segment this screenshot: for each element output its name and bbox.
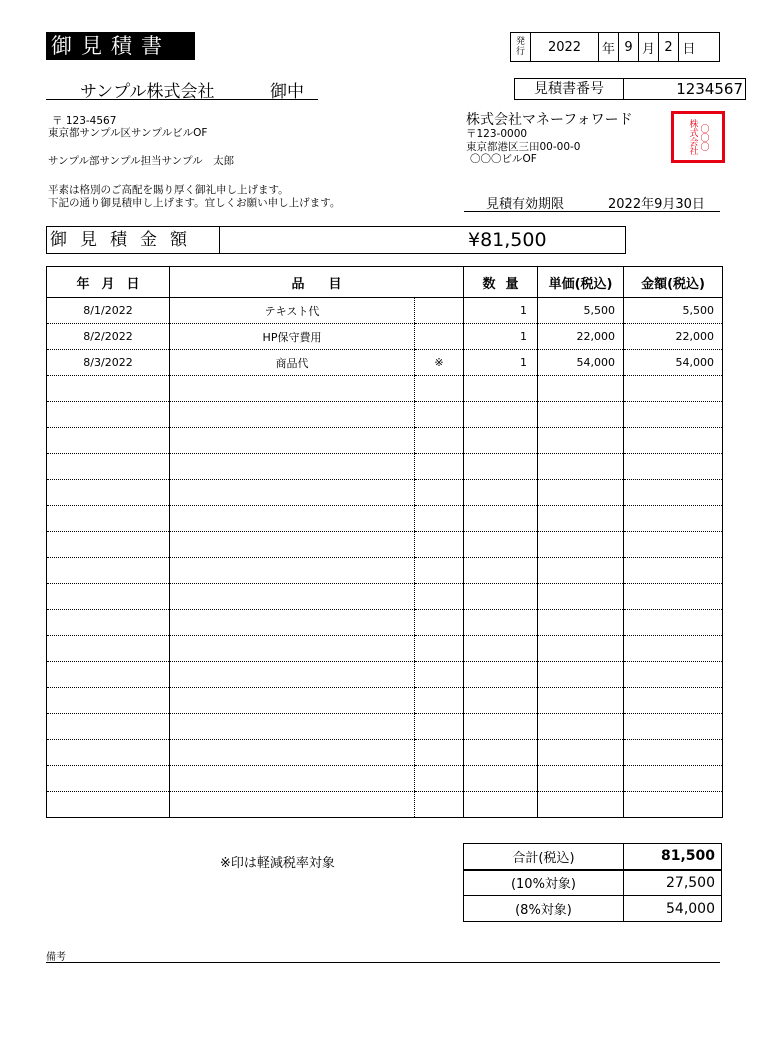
- empty-cell: [170, 766, 415, 792]
- estimate-total-value: ¥81,500: [468, 229, 547, 251]
- customer-line: [46, 75, 318, 100]
- empty-cell: [170, 376, 415, 402]
- empty-table-row: [47, 428, 723, 454]
- summary-total-label: 合計(税込): [464, 844, 624, 870]
- estimate-total-label: 御見積金額: [47, 227, 220, 253]
- empty-cell: [624, 506, 723, 532]
- estimate-number-label: 見積書番号: [515, 79, 624, 99]
- empty-cell: [47, 792, 170, 818]
- empty-cell: [170, 610, 415, 636]
- empty-cell: [538, 740, 624, 766]
- customer-honorific: 御中: [270, 82, 304, 102]
- empty-table-row: [47, 558, 723, 584]
- issuer-postal: 〒123-0000: [466, 128, 528, 140]
- empty-table-row: [47, 376, 723, 402]
- empty-cell: [464, 532, 538, 558]
- greeting-line-2: 下記の通り御見積申し上げます。宜しくお願い申し上げます。: [48, 197, 341, 209]
- issue-date-box: [510, 32, 720, 62]
- row-item: HP保守費用: [170, 324, 415, 350]
- row-date: 8/1/2022: [47, 298, 170, 324]
- header-item: 品目: [170, 267, 464, 298]
- row-item: 商品代: [170, 350, 415, 376]
- empty-cell: [170, 740, 415, 766]
- issue-month-unit: 月: [639, 33, 659, 61]
- empty-table-row: [47, 792, 723, 818]
- document-title: 御見積書: [46, 32, 195, 60]
- empty-cell: [170, 506, 415, 532]
- empty-table-row: [47, 532, 723, 558]
- empty-cell: [170, 454, 415, 480]
- row-item: テキスト代: [170, 298, 415, 324]
- empty-cell: [415, 662, 464, 688]
- empty-cell: [415, 402, 464, 428]
- issuer-address: 東京都港区三田00-00-0: [466, 141, 581, 153]
- issue-label-bottom: 行: [515, 47, 525, 57]
- row-date: 8/2/2022: [47, 324, 170, 350]
- empty-cell: [624, 662, 723, 688]
- empty-cell: [415, 636, 464, 662]
- empty-cell: [538, 558, 624, 584]
- table-row: [47, 350, 723, 376]
- summary-total-row: [464, 844, 722, 870]
- empty-cell: [464, 766, 538, 792]
- empty-cell: [464, 662, 538, 688]
- table-row: [47, 298, 723, 324]
- empty-cell: [47, 428, 170, 454]
- issuer-name: 株式会社マネーフォワード: [466, 112, 633, 128]
- empty-cell: [415, 766, 464, 792]
- empty-cell: [624, 688, 723, 714]
- empty-cell: [47, 506, 170, 532]
- issue-year-unit: 年: [599, 33, 619, 61]
- issue-month: 9: [619, 33, 639, 61]
- empty-table-row: [47, 740, 723, 766]
- empty-table-row: [47, 506, 723, 532]
- row-quantity: 1: [464, 298, 538, 324]
- empty-cell: [538, 792, 624, 818]
- summary-ten-row: [464, 870, 722, 896]
- empty-cell: [47, 480, 170, 506]
- empty-cell: [47, 532, 170, 558]
- empty-table-row: [47, 402, 723, 428]
- estimate-number-value: 1234567: [676, 80, 743, 98]
- empty-cell: [47, 376, 170, 402]
- row-unit-price: 22,000: [538, 324, 624, 350]
- items-table: [46, 266, 723, 818]
- validity-line: [464, 193, 720, 212]
- empty-table-row: [47, 714, 723, 740]
- empty-cell: [170, 402, 415, 428]
- empty-cell: [538, 636, 624, 662]
- empty-cell: [415, 792, 464, 818]
- validity-value: 2022年9月30日: [608, 197, 705, 212]
- empty-cell: [47, 402, 170, 428]
- empty-cell: [464, 636, 538, 662]
- empty-table-row: [47, 480, 723, 506]
- empty-cell: [170, 636, 415, 662]
- empty-cell: [538, 480, 624, 506]
- estimate-total-box: [46, 226, 626, 254]
- empty-cell: [170, 688, 415, 714]
- summary-ten-value: 27,500: [624, 870, 722, 896]
- summary-eight-value: 54,000: [624, 896, 722, 922]
- row-quantity: 1: [464, 350, 538, 376]
- header-amount: 金額(税込): [624, 267, 723, 298]
- row-amount: 54,000: [624, 350, 723, 376]
- empty-cell: [47, 662, 170, 688]
- empty-cell: [415, 558, 464, 584]
- empty-cell: [624, 558, 723, 584]
- empty-cell: [170, 792, 415, 818]
- issue-day-unit: 日: [682, 41, 696, 57]
- empty-cell: [415, 610, 464, 636]
- empty-cell: [415, 506, 464, 532]
- summary-table: [463, 843, 722, 922]
- empty-cell: [464, 428, 538, 454]
- stamp-text-name: 〇〇〇: [698, 123, 709, 151]
- empty-table-row: [47, 610, 723, 636]
- estimate-number-box: [514, 78, 746, 100]
- empty-cell: [538, 688, 624, 714]
- empty-table-row: [47, 766, 723, 792]
- empty-cell: [47, 740, 170, 766]
- empty-cell: [624, 402, 723, 428]
- row-date: 8/3/2022: [47, 350, 170, 376]
- empty-cell: [538, 610, 624, 636]
- row-reduced-mark: ※: [415, 350, 464, 376]
- row-unit-price: 5,500: [538, 298, 624, 324]
- empty-cell: [624, 740, 723, 766]
- empty-cell: [170, 428, 415, 454]
- recipient-address: 東京都サンプル区サンプルビルOF: [48, 127, 208, 139]
- summary-total-value: 81,500: [624, 844, 722, 870]
- empty-cell: [624, 480, 723, 506]
- summary-eight-label: (8%対象): [464, 896, 624, 922]
- empty-cell: [624, 454, 723, 480]
- empty-cell: [538, 454, 624, 480]
- empty-cell: [415, 376, 464, 402]
- greeting-line-1: 平素は格別のご高配を賜り厚く御礼申し上げます。: [48, 184, 289, 196]
- empty-cell: [464, 454, 538, 480]
- empty-cell: [464, 792, 538, 818]
- empty-cell: [624, 584, 723, 610]
- recipient-postal: 〒 123-4567: [52, 115, 117, 127]
- issue-date-label: [511, 33, 531, 61]
- empty-cell: [624, 532, 723, 558]
- recipient-contact: サンプル部サンプル担当サンプル 太郎: [48, 155, 235, 167]
- empty-cell: [170, 558, 415, 584]
- issue-day: 2: [659, 33, 679, 61]
- empty-table-row: [47, 584, 723, 610]
- empty-cell: [170, 480, 415, 506]
- empty-cell: [464, 402, 538, 428]
- row-unit-price: 54,000: [538, 350, 624, 376]
- empty-table-row: [47, 454, 723, 480]
- empty-cell: [624, 610, 723, 636]
- row-reduced-mark: [415, 298, 464, 324]
- issuer-building: 〇〇〇ビルOF: [470, 153, 537, 165]
- summary-eight-row: [464, 896, 722, 922]
- stamp-text-company: 株式会社: [687, 119, 698, 155]
- customer-name: サンプル株式会社: [80, 82, 215, 102]
- empty-cell: [47, 454, 170, 480]
- empty-cell: [47, 610, 170, 636]
- empty-cell: [47, 558, 170, 584]
- empty-cell: [624, 376, 723, 402]
- empty-cell: [624, 428, 723, 454]
- empty-cell: [464, 376, 538, 402]
- reduced-tax-note: ※印は軽減税率対象: [220, 856, 335, 871]
- row-amount: 5,500: [624, 298, 723, 324]
- empty-table-row: [47, 662, 723, 688]
- empty-cell: [170, 662, 415, 688]
- empty-cell: [624, 766, 723, 792]
- empty-cell: [624, 636, 723, 662]
- table-row: [47, 324, 723, 350]
- empty-table-row: [47, 688, 723, 714]
- empty-table-row: [47, 636, 723, 662]
- empty-cell: [47, 584, 170, 610]
- remarks-line: [46, 948, 720, 963]
- empty-cell: [47, 636, 170, 662]
- empty-cell: [464, 714, 538, 740]
- empty-cell: [170, 532, 415, 558]
- empty-cell: [464, 480, 538, 506]
- empty-cell: [538, 714, 624, 740]
- empty-cell: [464, 740, 538, 766]
- issue-year: 2022: [531, 33, 599, 61]
- empty-cell: [47, 766, 170, 792]
- empty-cell: [47, 688, 170, 714]
- empty-cell: [538, 662, 624, 688]
- empty-cell: [415, 714, 464, 740]
- empty-cell: [415, 428, 464, 454]
- empty-cell: [415, 480, 464, 506]
- remarks-label: 備考: [46, 952, 66, 963]
- empty-cell: [415, 688, 464, 714]
- empty-cell: [170, 584, 415, 610]
- empty-cell: [47, 714, 170, 740]
- row-amount: 22,000: [624, 324, 723, 350]
- header-quantity: 数量: [464, 267, 538, 298]
- empty-cell: [464, 688, 538, 714]
- empty-cell: [415, 740, 464, 766]
- empty-cell: [538, 766, 624, 792]
- empty-cell: [538, 584, 624, 610]
- summary-ten-label: (10%対象): [464, 870, 624, 896]
- header-unit-price: 単価(税込): [538, 267, 624, 298]
- row-quantity: 1: [464, 324, 538, 350]
- items-header-row: [47, 267, 723, 298]
- empty-cell: [464, 558, 538, 584]
- issue-label-top: 発: [515, 37, 525, 47]
- empty-cell: [624, 792, 723, 818]
- validity-label: 見積有効期限: [486, 197, 565, 212]
- empty-cell: [538, 402, 624, 428]
- empty-cell: [170, 714, 415, 740]
- header-date: 年月日: [47, 267, 170, 298]
- company-seal-stamp: [671, 111, 725, 163]
- empty-cell: [464, 584, 538, 610]
- empty-cell: [415, 584, 464, 610]
- empty-cell: [538, 376, 624, 402]
- empty-cell: [415, 532, 464, 558]
- empty-cell: [624, 714, 723, 740]
- empty-cell: [538, 532, 624, 558]
- empty-cell: [464, 610, 538, 636]
- empty-cell: [464, 506, 538, 532]
- empty-cell: [538, 506, 624, 532]
- row-reduced-mark: [415, 324, 464, 350]
- empty-cell: [415, 454, 464, 480]
- empty-cell: [538, 428, 624, 454]
